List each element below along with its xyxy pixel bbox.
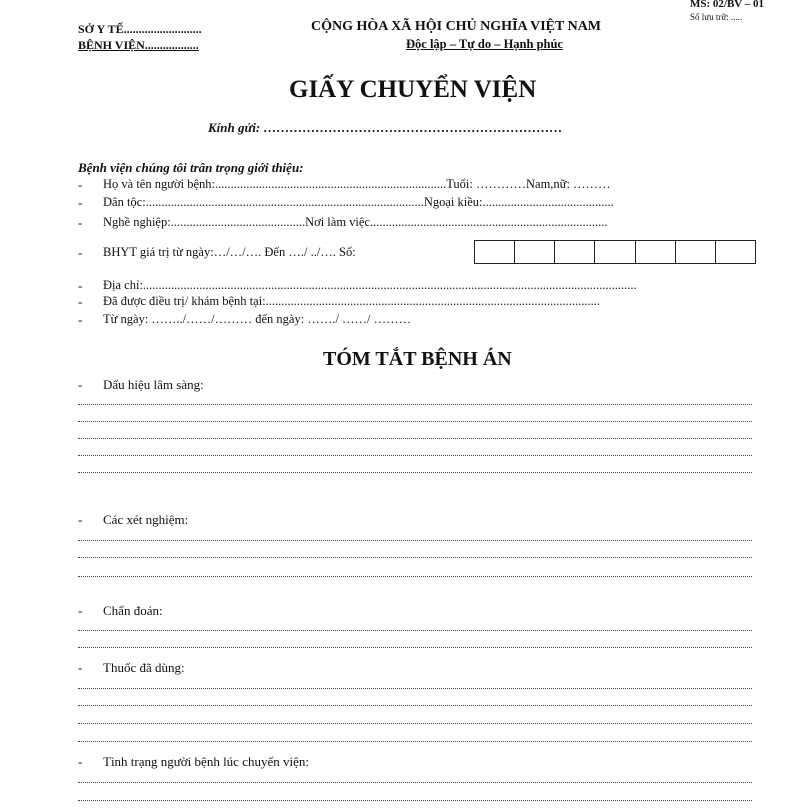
bhyt-box[interactable] [636,241,676,263]
country-name: CỘNG HÒA XÃ HỘI CHỦ NGHĨA VIỆT NAM [311,19,602,34]
field-dieu-tri: Đã được điều trị/ khám bệnh tại:........................................................................................................... [103,294,601,308]
so-y-te: SỞ Y TẾ.......................... [78,22,202,36]
dotted-line [78,455,752,456]
bhyt-box[interactable] [595,241,635,263]
dash: - [78,660,83,675]
field-dia-chi: Địa chỉ:.............................................................................................................................................................. [103,278,637,292]
dotted-line [78,800,752,801]
intro-text: Bệnh viện chúng tôi trân trọng giới thiệu: [78,160,304,175]
document-title: GIẤY CHUYỂN VIỆN [289,76,537,103]
dotted-line [78,557,752,558]
dash: - [78,215,83,230]
bhyt-box[interactable] [555,241,595,263]
dotted-line [78,705,752,706]
bhyt-box[interactable] [716,241,755,263]
dash: - [78,245,83,260]
bhyt-number-boxes[interactable] [474,240,756,264]
dash: - [78,177,83,192]
dash: - [78,195,83,210]
dotted-line [78,688,752,689]
dotted-line [78,438,752,439]
field-dan-toc: Dân tộc:.........................................................................................Ngoại kiều:.......................................... [103,195,614,209]
dash: - [78,278,83,293]
national-motto: Độc lập – Tự do – Hạnh phúc [406,37,563,51]
dotted-line [78,782,752,783]
section-tinh-trang: Tình trạng người bệnh lúc chuyển viện: [103,754,309,769]
dash: - [78,754,83,769]
dotted-line [78,741,752,742]
dash: - [78,312,83,327]
dash: - [78,377,83,392]
dash: - [78,603,83,618]
dotted-line [78,540,752,541]
dotted-line [78,647,752,648]
dash: - [78,294,83,309]
dotted-line [78,404,752,405]
summary-title: TÓM TẮT BỆNH ÁN [323,348,512,370]
form-code: MS: 02/BV – 01 [690,0,765,10]
field-nghe-nghiep: Nghề nghiệp:...........................................Nơi làm việc............................................................................ [103,215,608,229]
field-tu-ngay: Từ ngày: ……../……/……… đến ngày: ……./ ……/ ……… [103,312,412,326]
field-bhyt: BHYT giá trị từ ngày:…/…/…. Đến …./ ../…. Số: [103,245,356,259]
bhyt-box[interactable] [676,241,716,263]
section-chan-doan: Chẩn đoán: [103,603,163,618]
field-ho-ten: Họ và tên người bệnh:..........................................................................Tuổi: …………Nam,nữ: ……… [103,177,611,191]
bhyt-box[interactable] [515,241,555,263]
kinh-gui-line: Kính gửi: …………………………………………………………… [208,120,563,135]
section-xet-nghiem: Các xét nghiệm: [103,512,189,527]
storage-number: Số lưu trữ: ..... [690,12,743,22]
dotted-line [78,576,752,577]
dotted-line [78,630,752,631]
dotted-line [78,472,752,473]
bhyt-box[interactable] [475,241,515,263]
dotted-line [78,723,752,724]
dash: - [78,512,83,527]
section-thuoc: Thuốc đã dùng: [103,660,185,675]
section-dau-hieu: Dấu hiệu lâm sàng: [103,377,204,392]
dotted-line [78,421,752,422]
benh-vien: BỆNH VIỆN.................. [78,38,199,52]
